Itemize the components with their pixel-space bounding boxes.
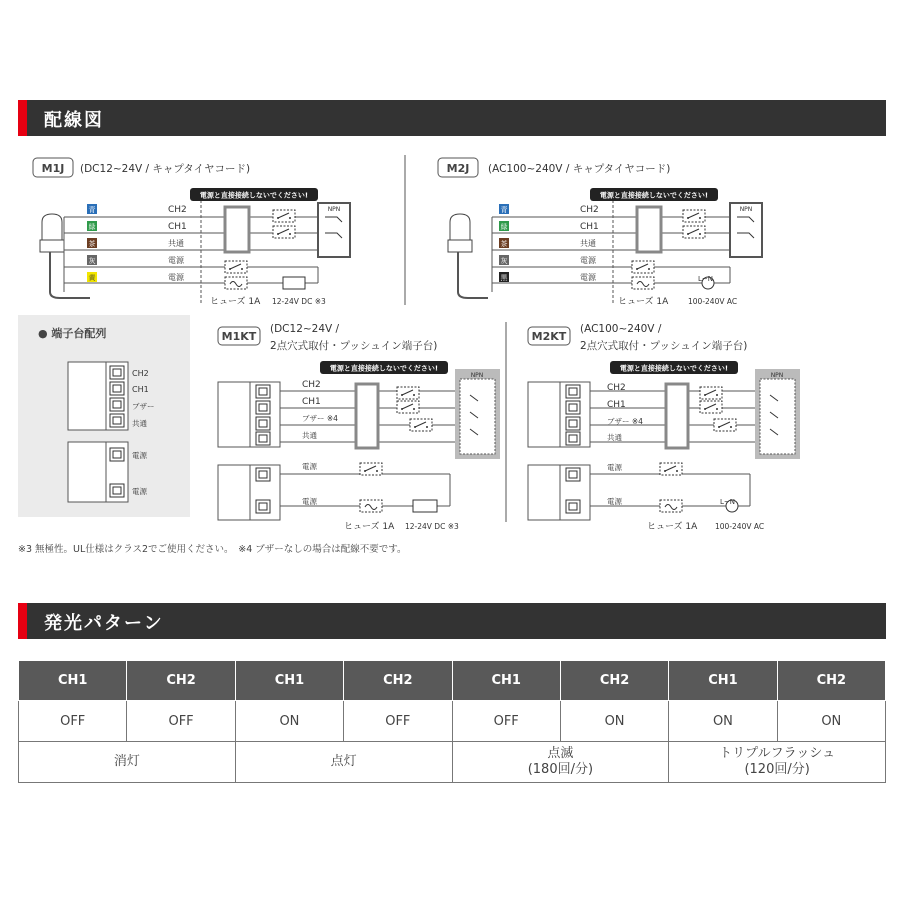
header-cell: CH2 [344, 661, 452, 701]
wire-color-label: 茶 [500, 240, 508, 248]
wire-color-label: 緑 [88, 223, 96, 231]
model-description: (DC12~24V / キャプタイヤコード) [80, 163, 251, 175]
warning-text: 電源と直接接続しないでください! [329, 364, 439, 373]
wire-label: CH2 [168, 205, 187, 215]
pattern-rate: (120回/分) [744, 762, 810, 777]
terminal-label: CH2 [132, 369, 149, 378]
table-cell: ON [235, 701, 343, 742]
pattern-name: トリプルフラッシュ [719, 746, 836, 761]
table-cell: OFF [452, 701, 560, 742]
wire-label: ブザー ※4 [302, 414, 338, 423]
wire-color-label: 茶 [88, 240, 96, 248]
power-label: 100-240V AC [715, 522, 765, 531]
power-label: 12-24V DC ※3 [272, 297, 326, 306]
wire-label: CH1 [607, 400, 626, 410]
wire-label: 電源 [580, 273, 596, 282]
wire-label: CH1 [168, 222, 187, 232]
terminal-layout-panel [18, 315, 190, 517]
wire-label: CH2 [607, 383, 626, 393]
wire-label: 共通 [607, 433, 622, 442]
diagram-m1kt [218, 323, 500, 532]
header-cell: CH1 [452, 661, 560, 701]
table-cell: ON [560, 701, 668, 742]
wire-label: 電源 [607, 497, 622, 506]
wire-color-label: 青 [500, 206, 508, 214]
dc-supply-icon [283, 277, 305, 289]
model-description: (DC12~24V / [270, 323, 340, 335]
model-description: 2点穴式取付・プッシュイン端子台) [580, 340, 748, 352]
switch-icon [225, 261, 247, 273]
wire-label: 電源 [607, 463, 622, 472]
wire-color-label: 黄 [88, 274, 96, 282]
table-cell: ON [669, 701, 777, 742]
warning-text: 電源と直接接続しないでください! [599, 191, 709, 200]
model-badge-label: M1J [41, 162, 65, 175]
pattern-name-cell [452, 742, 669, 783]
wire-label: 共通 [302, 431, 317, 440]
npn-label: NPN [327, 206, 341, 213]
wire-color-label: 黒 [500, 274, 508, 282]
pattern-name: 点灯 [330, 754, 357, 769]
model-badge-label: M1KT [221, 330, 257, 343]
npn-label: NPN [739, 206, 753, 213]
wire-label: CH2 [302, 380, 321, 390]
wire-label: CH1 [580, 222, 599, 232]
wire-label: 共通 [168, 239, 184, 248]
terminal-label: 電源 [132, 487, 147, 496]
diagram-m2kt [528, 323, 800, 532]
wire-label: 電源 [168, 256, 184, 265]
wire-label: 電源 [302, 462, 317, 471]
pattern-name-cell [235, 742, 452, 783]
footnote: ※3 無極性。UL仕様はクラス2でご使用ください。 ※4 ブザーなしの場合は配線不要です。 [18, 544, 407, 555]
header-cell: CH2 [777, 661, 885, 701]
header-cell: CH1 [669, 661, 777, 701]
section-title: 配線図 [44, 110, 104, 131]
pattern-name-cell [19, 742, 236, 783]
header-cell: CH1 [19, 661, 127, 701]
switch-icon [273, 210, 295, 238]
ac-symbol: L~N [698, 275, 714, 283]
table-row [19, 742, 886, 783]
header-cell: CH1 [235, 661, 343, 701]
table-row [19, 701, 886, 742]
wire-color-label: 灰 [88, 257, 96, 265]
wire-label: 電源 [580, 256, 596, 265]
terminal-label: ブザー [132, 402, 155, 411]
npn-label: NPN [770, 372, 784, 379]
terminal-label: 共通 [132, 419, 147, 428]
model-description: 2点穴式取付・プッシュイン端子台) [270, 340, 438, 352]
wire-label: ブザー ※4 [607, 417, 643, 426]
wire-color-label: 灰 [500, 257, 508, 265]
accent-stripe [18, 603, 27, 639]
wire-label: 電源 [302, 497, 317, 506]
table-cell: OFF [127, 701, 235, 742]
pattern-name-cell [669, 742, 886, 783]
fuse-label: ヒューズ 1A [618, 297, 669, 307]
pattern-name: 点滅 [547, 746, 574, 761]
model-badge-label: M2KT [531, 330, 567, 343]
warning-text: 電源と直接接続しないでください! [199, 191, 309, 200]
warning-text: 電源と直接接続しないでください! [619, 364, 729, 373]
table-cell: OFF [19, 701, 127, 742]
header-cell: CH2 [560, 661, 668, 701]
model-badge-label: M2J [446, 162, 470, 175]
pattern-rate: (180回/分) [527, 762, 594, 777]
signal-tower-icon [40, 214, 90, 298]
wire-label: 共通 [580, 239, 596, 248]
table-cell: ON [777, 701, 885, 742]
wire-color-label: 青 [88, 206, 96, 214]
table-cell: OFF [344, 701, 452, 742]
fuse-icon [225, 277, 247, 289]
wire-label: CH2 [580, 205, 599, 215]
model-description: (AC100~240V / キャプタイヤコード) [488, 163, 671, 175]
panel-title: ● 端子台配列 [38, 327, 107, 340]
diagram-m1j [33, 158, 350, 307]
pattern-section-header [18, 603, 886, 639]
terminal-label: CH1 [132, 385, 149, 394]
table-header-row [19, 661, 886, 701]
wire-label: 電源 [168, 273, 184, 282]
load-block [225, 207, 249, 252]
section-title: 発光パターン [44, 613, 164, 634]
ac-symbol: L~N [720, 498, 736, 506]
fuse-label: ヒューズ 1A [344, 522, 395, 532]
terminal-label: 電源 [132, 451, 147, 460]
fuse-label: ヒューズ 1A [647, 522, 698, 532]
pattern-name: 消灯 [113, 754, 140, 769]
wire-label: CH1 [302, 397, 321, 407]
fuse-label: ヒューズ 1A [210, 297, 261, 307]
model-description: (AC100~240V / [580, 323, 662, 335]
signal-tower-icon [448, 214, 488, 298]
wire-color-label: 緑 [500, 223, 508, 231]
diagram-m2j [438, 158, 762, 307]
header-cell: CH2 [127, 661, 235, 701]
light-pattern-table [18, 660, 886, 783]
power-label: 100-240V AC [688, 297, 738, 306]
npn-label: NPN [470, 372, 484, 379]
power-label: 12-24V DC ※3 [405, 522, 459, 531]
